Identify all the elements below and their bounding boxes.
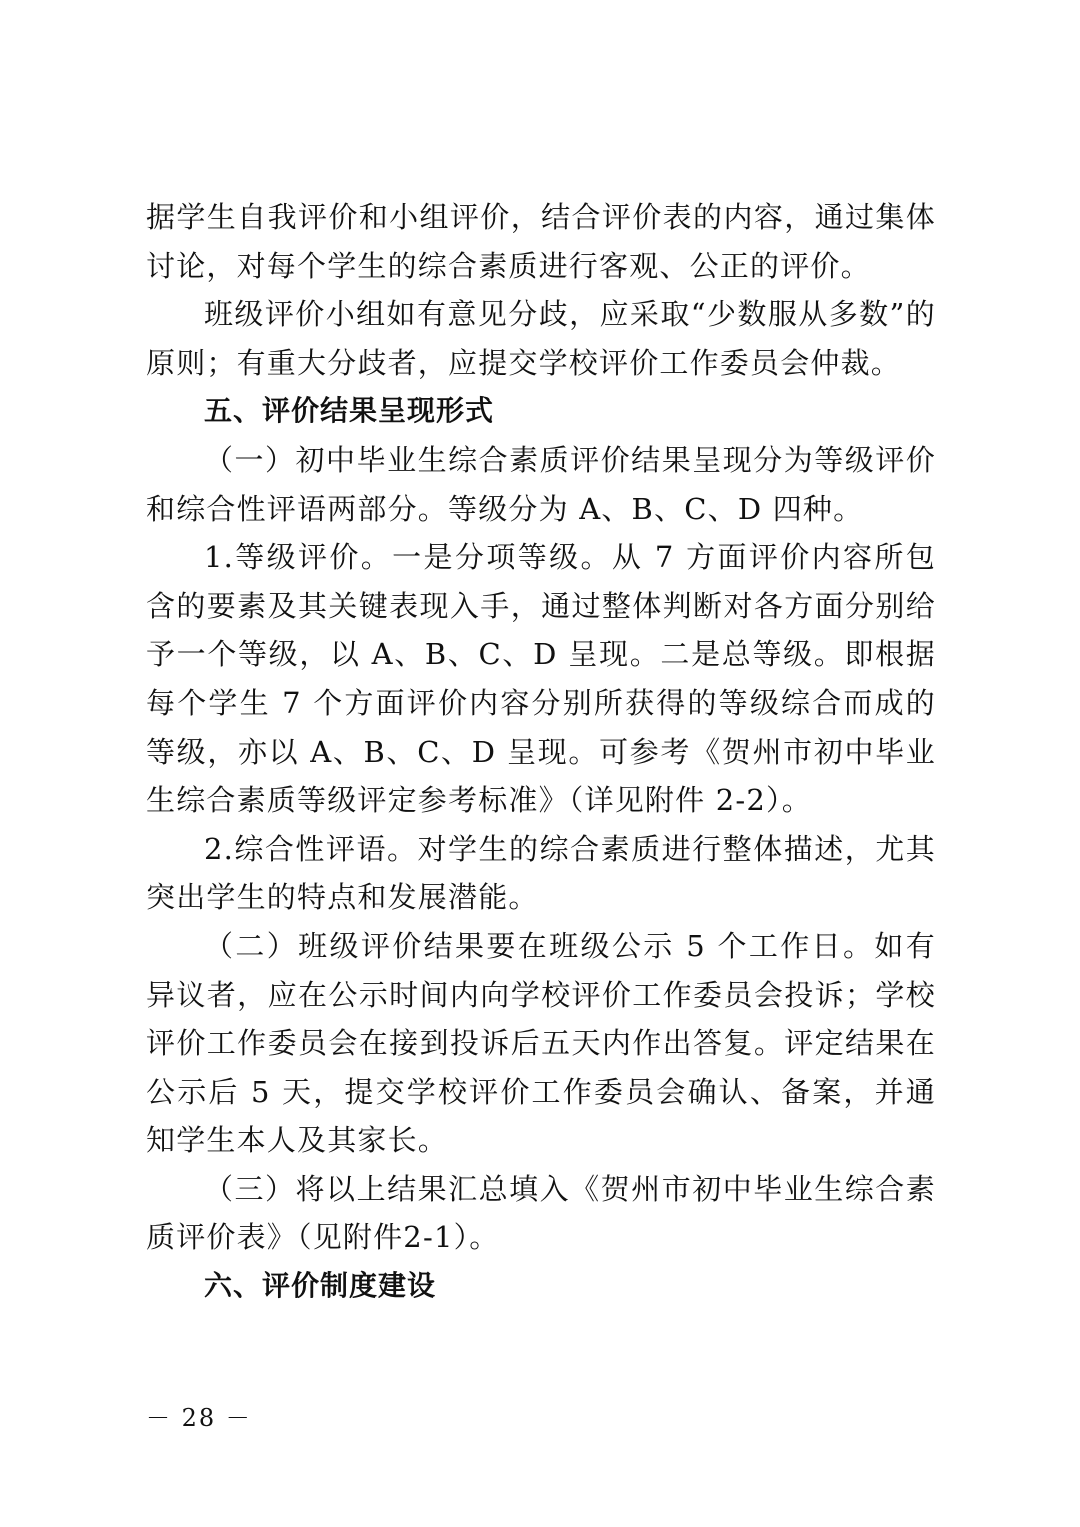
section-heading-5: 五、评价结果呈现形式 <box>204 394 495 428</box>
section-heading-6: 六、评价制度建设 <box>204 1269 437 1303</box>
page-number: － 28 － <box>146 1404 252 1432</box>
paragraph-disagreement-rule: 班级评价小组如有意见分歧，应采取“少数服从多数”的原则；有重大分歧者，应提交学校评价工作委员会仲裁。 <box>146 297 936 380</box>
document-body <box>146 193 936 1311</box>
paragraph-result-form-1: （一）初中毕业生综合素质评价结果呈现分为等级评价和综合性评语两部分。等级分为 A、B、C、D 四种。 <box>146 442 936 526</box>
paragraph-result-form-2: （二）班级评价结果要在班级公示 5 个工作日。如有异议者，应在公示时间内向学校评价工作委员会投诉；学校评价工作委员会在接到投诉后五天内作出答复。评定结果在公示后 5 天，提交学校评价工作委员会确认、备案，并通知学生本人及其家长。 <box>146 928 936 1158</box>
paragraph-result-form-3: （三）将以上结果汇总填入《贺州市初中毕业生综合素质评价表》（见附件2-1）。 <box>146 1171 936 1255</box>
paragraph-comprehensive-comment: 2.综合性评语。对学生的综合素质进行整体描述，尤其突出学生的特点和发展潜能。 <box>146 831 936 915</box>
paragraph-grade-evaluation: 1.等级评价。一是分项等级。从 7 方面评价内容所包含的要素及其关键表现入手，通过整体判断对各方面分别给予一个等级，以 A、B、C、D 呈现。二是总等级。即根据每个学生 7 个方面评价内容分别所获得的等级综合而成的等级，亦以 A、B、C、D 呈现。可参考《贺州市初中毕业生综合素质等级评定参考标准》（详见附件 2-2）。 <box>146 540 936 818</box>
paragraph-continuation: 据学生自我评价和小组评价，结合评价表的内容，通过集体讨论，对每个学生的综合素质进行客观、公正的评价。 <box>146 200 936 283</box>
